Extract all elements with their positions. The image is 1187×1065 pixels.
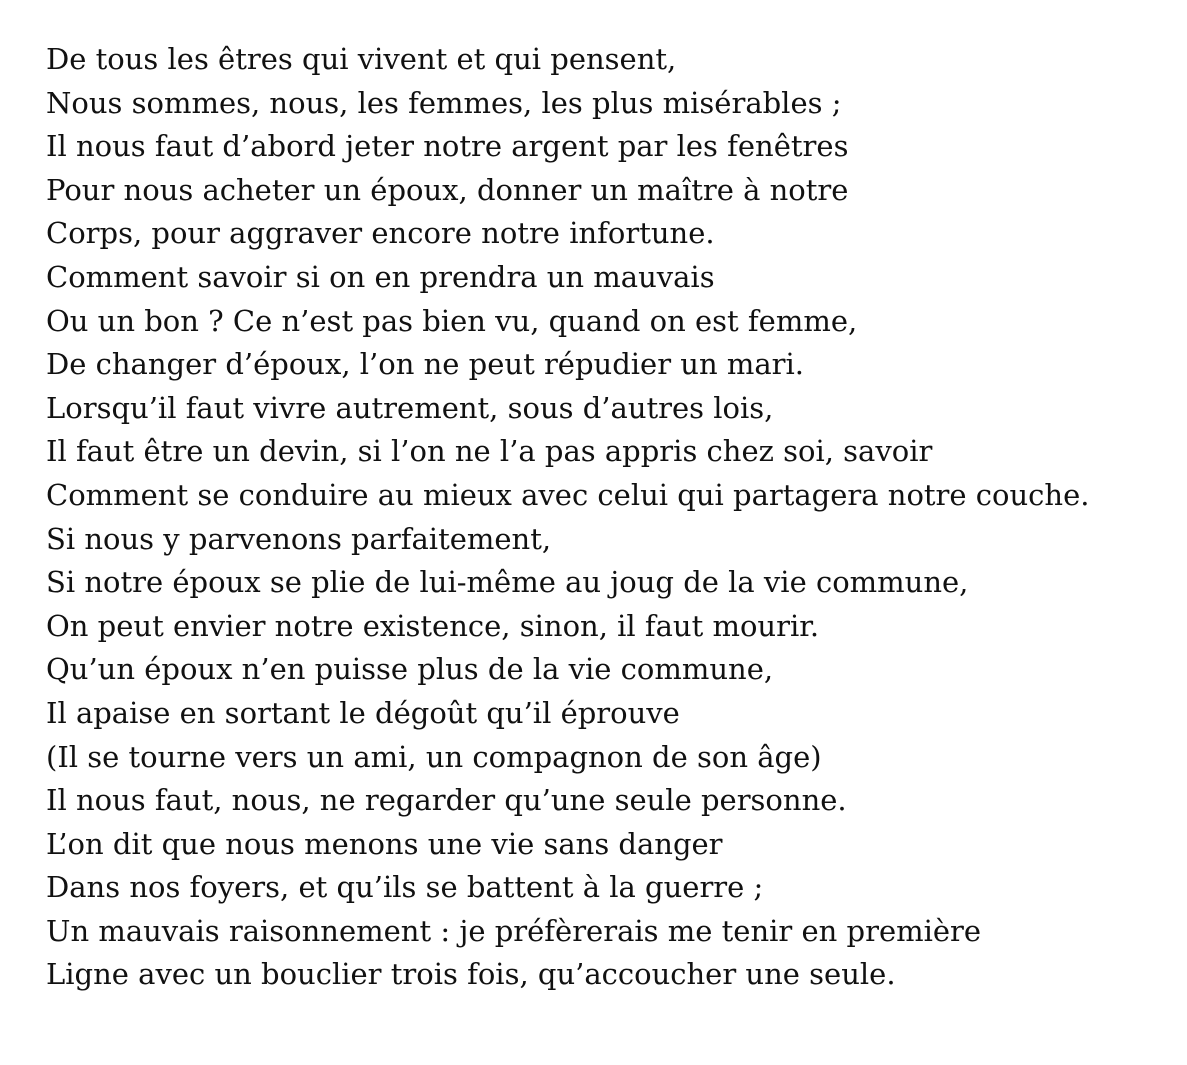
verse-line: Ou un bon ? Ce n’est pas bien vu, quand on est femme, [46,303,858,338]
verse-line: Si notre époux se plie de lui-même au joug de la vie commune, [46,565,969,600]
verse-line: Qu’un époux n’en puisse plus de la vie commune, [46,652,774,687]
verse-line: (Il se tourne vers un ami, un compagnon de son âge) [46,739,822,774]
verse-line: Lorsqu’il faut vivre autrement, sous d’autres lois, [46,390,774,425]
verse-line: De tous les êtres qui vivent et qui pensent, [46,42,677,76]
verse-line: Il nous faut, nous, ne regarder qu’une seule personne. [46,783,847,818]
verse-line: Si nous y parvenons parfaitement, [46,521,552,556]
verse-line: Corps, pour aggraver encore notre infortune. [46,216,715,251]
verse-line: Il faut être un devin, si l’on ne l’a pas appris chez soi, savoir [46,434,933,469]
verse-line: Pour nous acheter un époux, donner un maître à notre [46,172,849,207]
verse-line: Dans nos foyers, et qu’ils se battent à la guerre ; [46,870,764,905]
verse-line: Il nous faut d’abord jeter notre argent par les fenêtres [46,129,849,164]
verse-line: Un mauvais raisonnement : je préfèrerais me tenir en première [46,913,982,948]
verse-line: Il apaise en sortant le dégoût qu’il éprouve [46,695,680,730]
verse-line: Comment se conduire au mieux avec celui qui partagera notre couche. [46,477,1090,512]
verse-line: L’on dit que nous menons une vie sans danger [46,826,723,861]
verse-line: Comment savoir si on en prendra un mauvais [46,259,715,294]
verse-line: On peut envier notre existence, sinon, il faut mourir. [46,608,820,643]
verse-line: De changer d’époux, l’on ne peut répudier un mari. [46,347,805,382]
poem-text [46,38,1176,997]
verse-line: Ligne avec un bouclier trois fois, qu’accoucher une seule. [46,957,896,992]
verse-line: Nous sommes, nous, les femmes, les plus misérables ; [46,85,842,120]
